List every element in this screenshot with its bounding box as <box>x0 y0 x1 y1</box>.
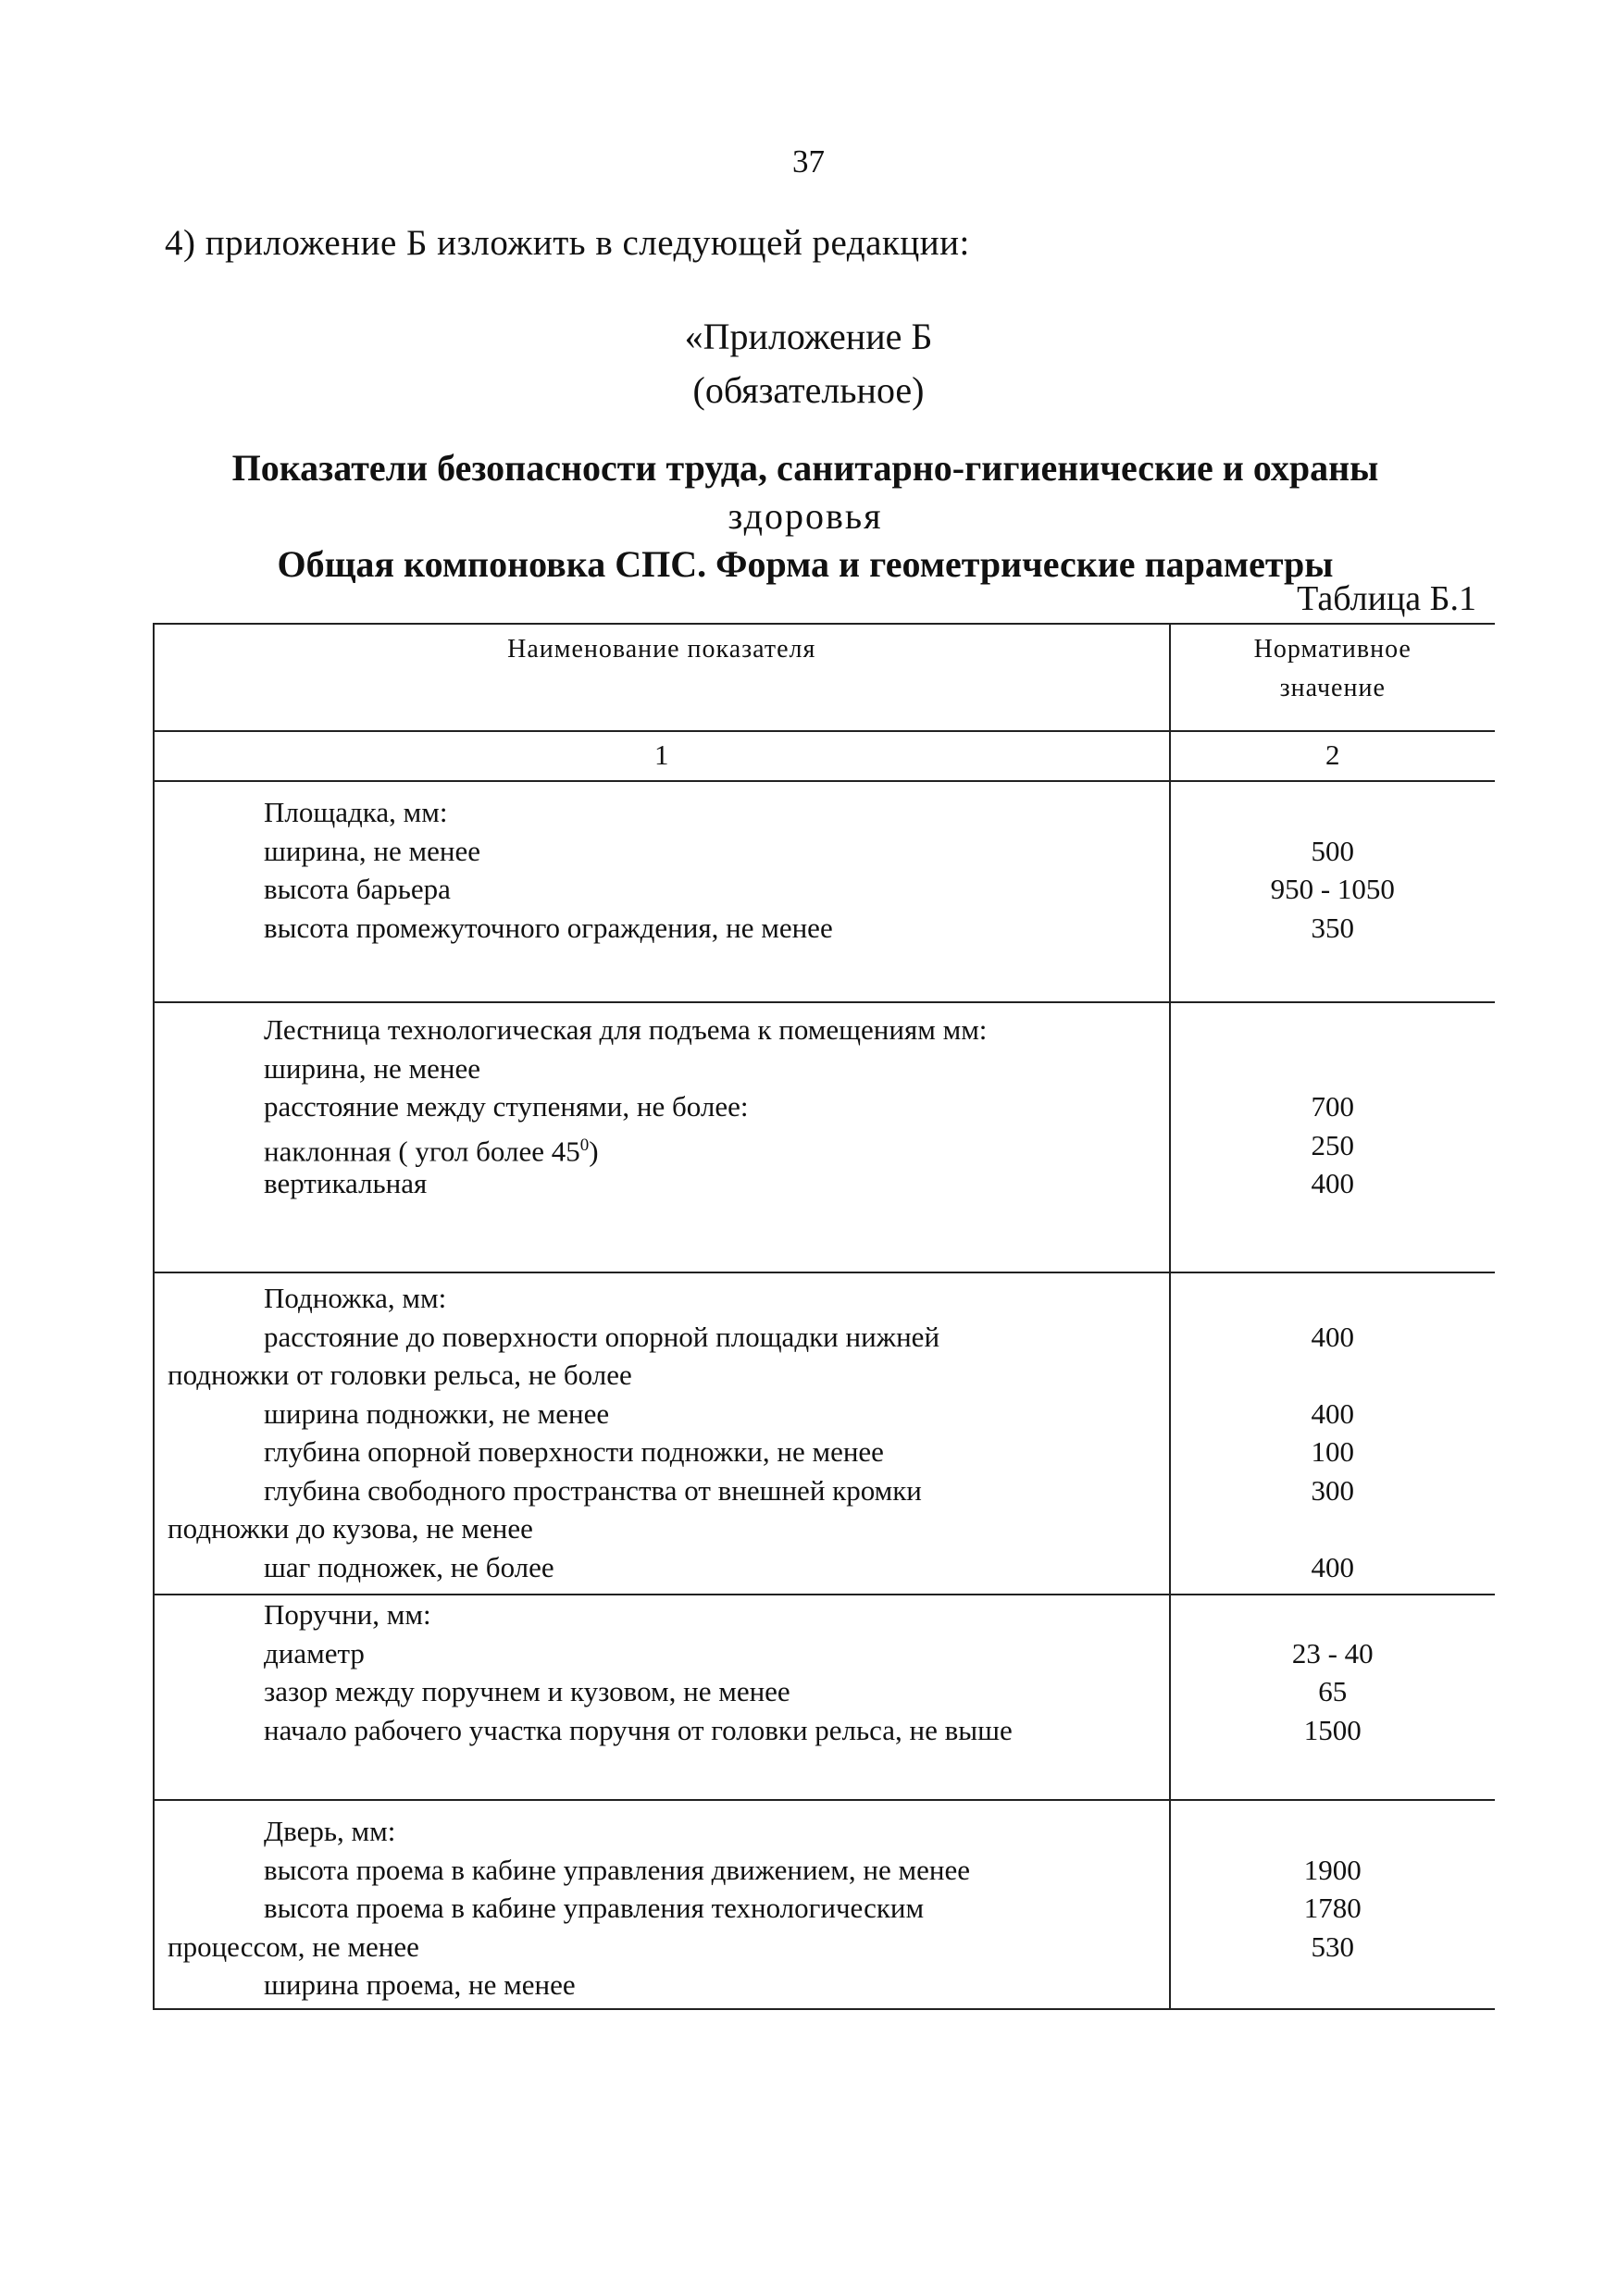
door-row-process-cab: высота проема в кабине управления технологическим <box>264 1892 925 1924</box>
group-platform <box>154 781 1495 1002</box>
footstep-value-distance: 400 <box>1311 1320 1354 1353</box>
footstep-row-pitch: шаг подножек, не более <box>264 1550 554 1583</box>
heading-line-3: Общая компоновка СПС. Форма и геометрические параметры <box>277 543 1334 585</box>
handrails-row-gap: зазор между поручнем и кузовом, не менее <box>264 1675 790 1707</box>
ladder-row-inclined-close: ) <box>589 1134 599 1167</box>
door-value-control-cab: 1900 <box>1303 1853 1362 1886</box>
column-header-value <box>1170 624 1495 731</box>
handrails-row-start: начало рабочего участка поручня от головки рельса, не выше <box>264 1713 1013 1746</box>
handrails-title: Поручни, мм: <box>264 1598 431 1631</box>
footstep-value-width: 400 <box>1311 1396 1354 1430</box>
section-heading <box>130 444 1481 589</box>
handrails-row-diameter: диаметр <box>264 1636 365 1669</box>
ladder-value-inclined: 250 <box>1311 1128 1354 1161</box>
table-label: Таблица Б.1 <box>1297 579 1476 618</box>
footstep-value-free-space: 300 <box>1311 1473 1354 1507</box>
door-row-width: ширина проема, не менее <box>264 1968 576 2001</box>
footstep-row-free-space-cont: подножки до кузова, не менее <box>168 1512 533 1545</box>
footstep-title: Подножка, мм: <box>264 1282 447 1314</box>
door-row-control-cab: высота проема в кабине управления движением, не менее <box>264 1853 970 1886</box>
door-row-process-cab-cont: процессом, не менее <box>168 1930 419 1963</box>
table-header-row <box>154 624 1495 731</box>
handrails-value-diameter: 23 - 40 <box>1291 1636 1374 1669</box>
page-number: 37 <box>792 143 825 180</box>
footstep-row-width: ширина подножки, не менее <box>264 1396 610 1430</box>
platform-row-fence: высота промежуточного ограждения, не менее <box>264 911 833 944</box>
appendix-title <box>0 310 1617 417</box>
footstep-row-distance-cont: подножки от головки рельса, не более <box>168 1359 632 1391</box>
group-handrails <box>154 1595 1495 1800</box>
platform-value-width: 500 <box>1311 834 1354 867</box>
column-header-value-line-2: значение <box>1279 674 1386 702</box>
door-value-process-cab: 1780 <box>1303 1892 1362 1924</box>
column-number-1: 1 <box>154 731 1170 781</box>
appendix-name: «Приложение Б <box>684 316 933 357</box>
group-footstep <box>154 1272 1495 1595</box>
handrails-value-gap: 65 <box>1318 1675 1348 1707</box>
group-ladder <box>154 1002 1495 1272</box>
footstep-value-pitch: 400 <box>1311 1550 1354 1583</box>
ladder-row-inclined-text: наклонная ( угол более 45 <box>264 1134 580 1167</box>
ladder-value-vertical: 400 <box>1311 1167 1354 1199</box>
column-header-value-line-1: Нормативное <box>1253 635 1412 664</box>
column-header-indicator: Наименование показателя <box>154 624 1170 731</box>
platform-value-barrier: 950 - 1050 <box>1270 873 1395 905</box>
ladder-row-vertical: вертикальная <box>264 1167 428 1199</box>
indicators-table <box>153 623 1495 2010</box>
footstep-row-depth: глубина опорной поверхности подножки, не менее <box>264 1435 884 1468</box>
platform-row-barrier: высота барьера <box>264 873 451 905</box>
heading-line-2: здоровья <box>728 495 883 537</box>
appendix-status: (обязательное) <box>692 369 925 411</box>
degree-superscript: 0 <box>579 1135 590 1155</box>
footstep-row-distance: расстояние до поверхности опорной площадки нижней <box>264 1320 940 1353</box>
handrails-value-start: 1500 <box>1303 1713 1362 1746</box>
column-number-2: 2 <box>1170 731 1495 781</box>
footstep-value-depth: 100 <box>1311 1435 1354 1468</box>
ladder-title: Лестница технологическая для подъема к помещениям мм: <box>264 1013 988 1046</box>
ladder-row-width: ширина, не менее <box>264 1051 480 1085</box>
door-value-width: 530 <box>1311 1930 1354 1963</box>
footstep-row-free-space: глубина свободного пространства от внешней кромки <box>264 1473 922 1507</box>
instruction-text: 4) приложение Б изложить в следующей редакции: <box>165 223 970 263</box>
platform-title: Площадка, мм: <box>264 796 448 828</box>
heading-line-1: Показатели безопасности труда, санитарно-гигиенические и охраны <box>231 447 1379 489</box>
column-number-row <box>154 731 1495 781</box>
ladder-row-step-distance: расстояние между ступенями, не более: <box>264 1090 749 1123</box>
group-door <box>154 1800 1495 2009</box>
platform-value-fence: 350 <box>1311 911 1354 944</box>
ladder-value-step-distance: 700 <box>1311 1090 1354 1123</box>
platform-row-width: ширина, не менее <box>264 834 480 867</box>
ladder-row-inclined <box>155 1126 1169 1165</box>
door-title: Дверь, мм: <box>264 1815 396 1847</box>
